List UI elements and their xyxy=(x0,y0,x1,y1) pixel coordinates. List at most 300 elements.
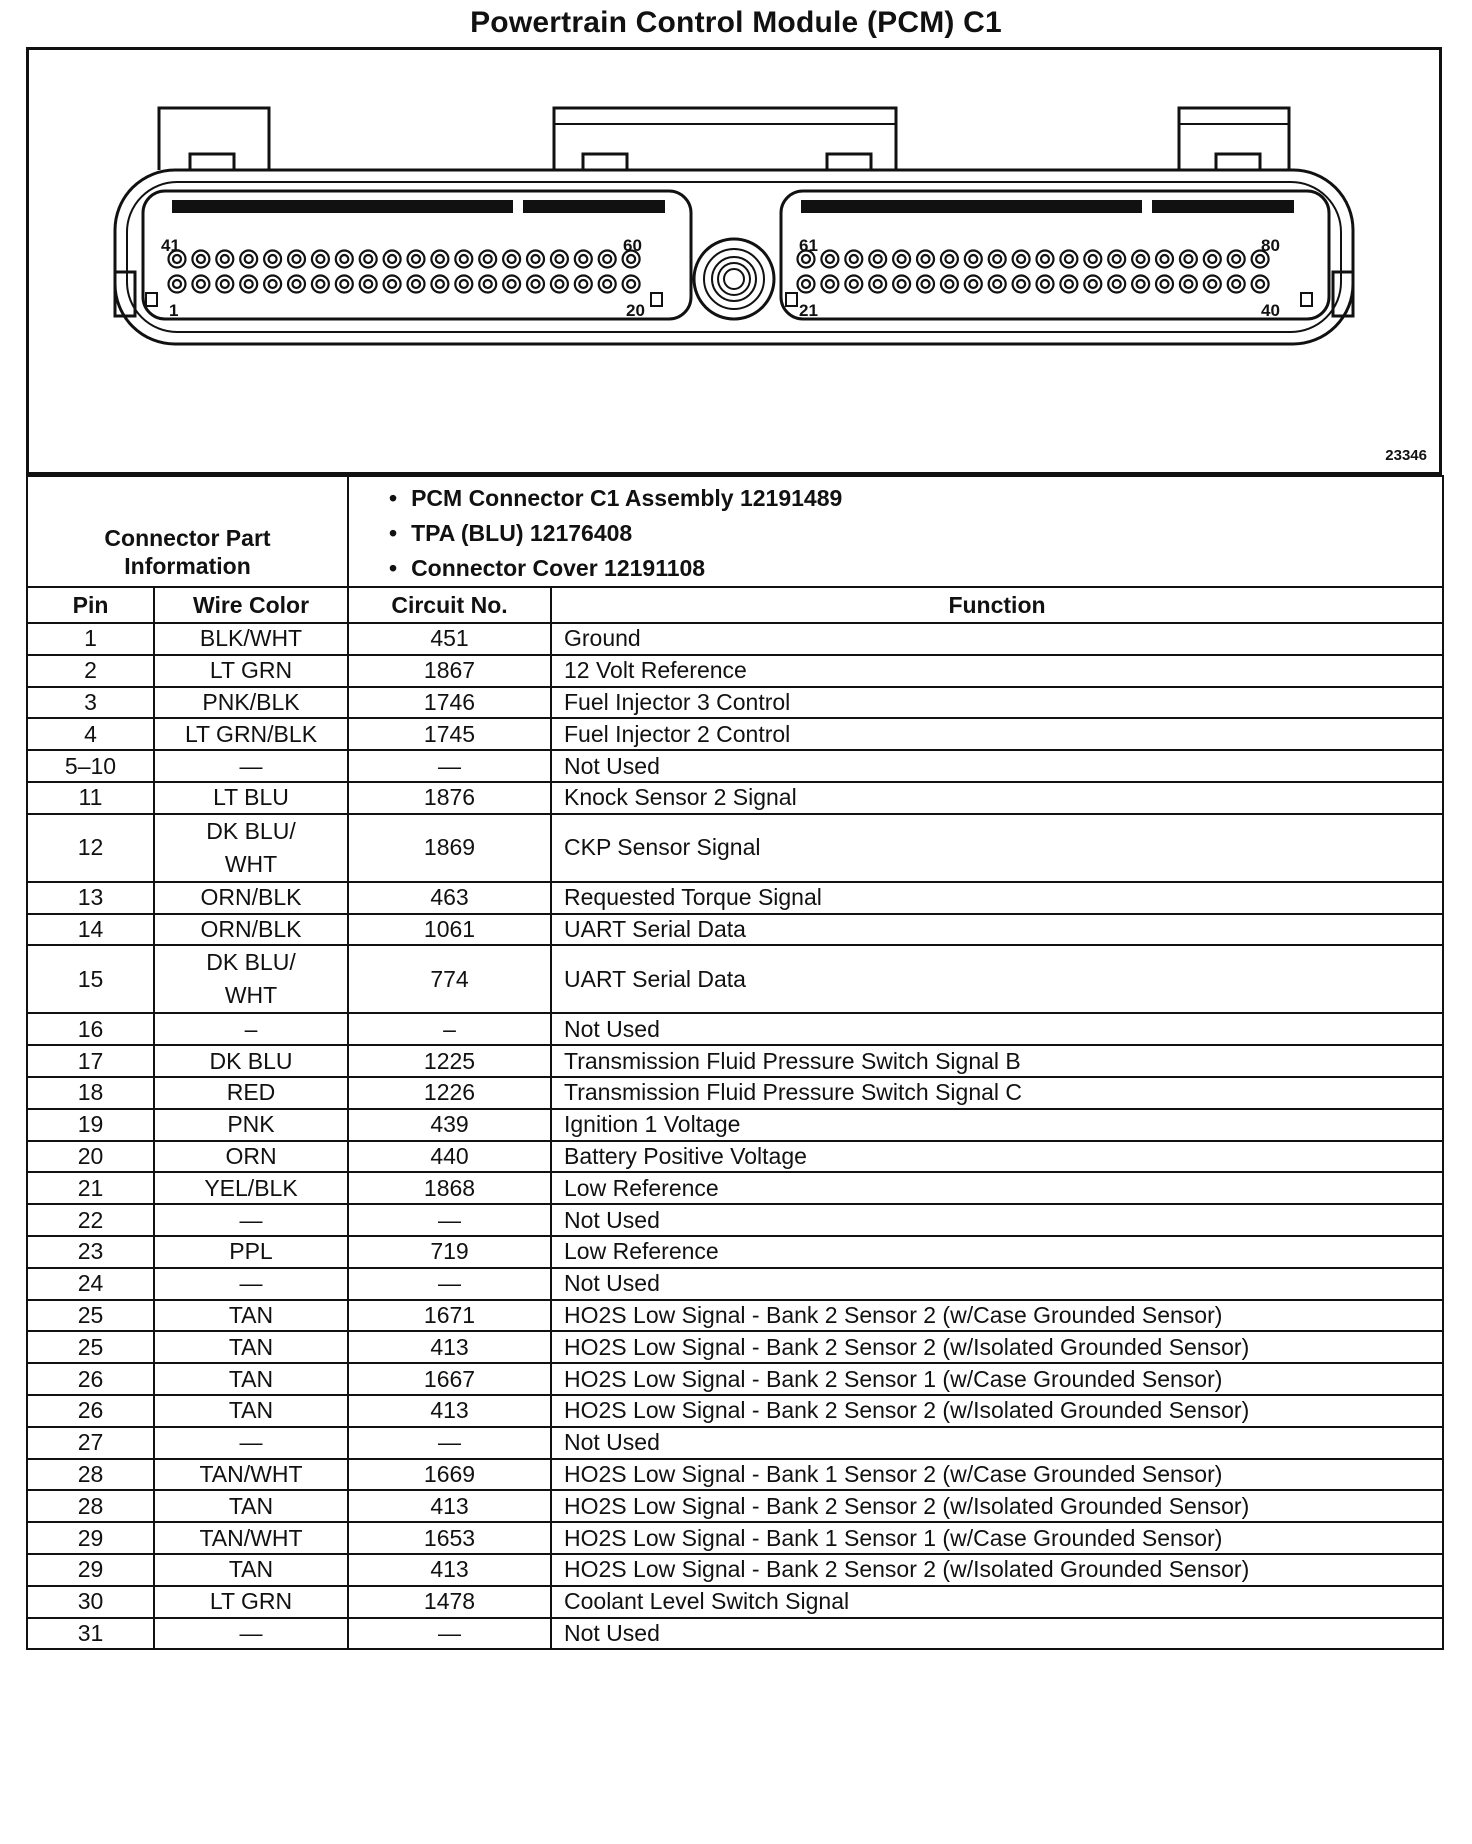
function-cell: HO2S Low Signal - Bank 1 Sensor 2 (w/Case Grounded Sensor) xyxy=(551,1459,1443,1491)
pin-label-80: 80 xyxy=(1261,236,1280,255)
table-row xyxy=(27,1172,1443,1204)
pin-cell: 2 xyxy=(27,655,154,687)
pin-hole xyxy=(821,276,838,293)
pin-hole xyxy=(893,276,910,293)
table-row xyxy=(27,1013,1443,1045)
pin-cell: 14 xyxy=(27,914,154,946)
pin-hole xyxy=(216,251,233,268)
page-title: Powertrain Control Module (PCM) C1 xyxy=(470,6,1002,39)
pin-hole-inner xyxy=(555,280,563,288)
pin-hole-inner xyxy=(1256,280,1264,288)
header-circuit-no: Circuit No. xyxy=(348,587,551,623)
pin-hole xyxy=(216,276,233,293)
pin-label-61: 61 xyxy=(799,236,818,255)
pin-hole-inner xyxy=(508,255,516,263)
circuit-cell: 1225 xyxy=(348,1045,551,1077)
wire-color-cell: — xyxy=(154,1204,348,1236)
pin-hole-inner xyxy=(221,255,229,263)
pin-hole-inner xyxy=(364,255,372,263)
function-cell: HO2S Low Signal - Bank 2 Sensor 1 (w/Case Grounded Sensor) xyxy=(551,1363,1443,1395)
pin-cell: 15 xyxy=(27,945,154,1013)
pin-hole xyxy=(1228,276,1245,293)
pin-hole xyxy=(1180,276,1197,293)
pin-hole-inner xyxy=(484,280,492,288)
circuit-cell: 439 xyxy=(348,1109,551,1141)
circuit-cell: 719 xyxy=(348,1236,551,1268)
pin-hole xyxy=(479,251,496,268)
table-row xyxy=(27,623,1443,655)
connector-info-item: • Connector Cover 12191108 xyxy=(349,551,1442,586)
pin-hole xyxy=(1132,251,1149,268)
circuit-cell: — xyxy=(348,1204,551,1236)
circuit-cell: – xyxy=(348,1013,551,1045)
pin-hole-inner xyxy=(1041,255,1049,263)
pin-cell: 26 xyxy=(27,1395,154,1427)
wire-color-cell: RED xyxy=(154,1077,348,1109)
pin-hole-inner xyxy=(316,255,324,263)
wire-color-cell: TAN xyxy=(154,1395,348,1427)
pin-hole-inner xyxy=(245,280,253,288)
connector-info-label: Connector Part Information xyxy=(27,476,348,587)
pin-hole-inner xyxy=(1017,255,1025,263)
pin-hole-inner xyxy=(945,255,953,263)
circuit-cell: 1868 xyxy=(348,1172,551,1204)
pin-hole xyxy=(965,251,982,268)
pin-hole xyxy=(869,251,886,268)
function-cell: Fuel Injector 3 Control xyxy=(551,687,1443,719)
pin-hole-inner xyxy=(826,280,834,288)
pin-hole xyxy=(360,276,377,293)
pin-cell: 31 xyxy=(27,1618,154,1650)
wire-color-cell: — xyxy=(154,1427,348,1459)
function-cell: Coolant Level Switch Signal xyxy=(551,1586,1443,1618)
function-cell: Not Used xyxy=(551,750,1443,782)
pin-hole xyxy=(1060,276,1077,293)
figure-number: 23346 xyxy=(1385,447,1427,464)
pin-hole-inner xyxy=(1041,280,1049,288)
pin-hole xyxy=(893,251,910,268)
function-cell: HO2S Low Signal - Bank 1 Sensor 1 (w/Case Grounded Sensor) xyxy=(551,1522,1443,1554)
table-header-row xyxy=(27,587,1443,623)
pin-cell: 17 xyxy=(27,1045,154,1077)
pin-hole-inner xyxy=(532,280,540,288)
pin-hole-inner xyxy=(898,255,906,263)
pin-hole-inner xyxy=(364,280,372,288)
circuit-cell: 1669 xyxy=(348,1459,551,1491)
circuit-cell: 1876 xyxy=(348,782,551,814)
pin-hole xyxy=(431,251,448,268)
pin-hole-inner xyxy=(1256,255,1264,263)
wire-color-cell: ORN/BLK xyxy=(154,882,348,914)
pin-hole xyxy=(1108,251,1125,268)
pin-hole-inner xyxy=(874,255,882,263)
pin-hole xyxy=(312,251,329,268)
pin-hole-inner xyxy=(969,280,977,288)
wire-color-cell: TAN xyxy=(154,1554,348,1586)
pin-hole-inner xyxy=(436,255,444,263)
pin-hole xyxy=(1204,251,1221,268)
pin-hole-inner xyxy=(484,255,492,263)
function-cell: Knock Sensor 2 Signal xyxy=(551,782,1443,814)
table-row xyxy=(27,1331,1443,1363)
pin-hole-inner xyxy=(197,280,205,288)
pin-cell: 1 xyxy=(27,623,154,655)
pin-hole xyxy=(1108,276,1125,293)
pin-hole-inner xyxy=(1065,255,1073,263)
pin-hole-inner xyxy=(412,255,420,263)
function-cell: Battery Positive Voltage xyxy=(551,1141,1443,1173)
pin-hole-inner xyxy=(945,280,953,288)
pin-hole xyxy=(821,251,838,268)
pin-hole xyxy=(1013,276,1030,293)
pin-cell: 28 xyxy=(27,1490,154,1522)
pin-cell: 24 xyxy=(27,1268,154,1300)
pin-hole xyxy=(192,251,209,268)
pin-hole-inner xyxy=(388,255,396,263)
pin-hole-inner xyxy=(627,280,635,288)
circuit-cell: 1746 xyxy=(348,687,551,719)
pin-cell: 25 xyxy=(27,1300,154,1332)
pin-hole xyxy=(288,276,305,293)
pin-hole xyxy=(1084,251,1101,268)
pin-hole xyxy=(599,251,616,268)
table-row xyxy=(27,1427,1443,1459)
pin-hole xyxy=(360,251,377,268)
pin-cell: 25 xyxy=(27,1331,154,1363)
pin-hole xyxy=(240,276,257,293)
pin-hole-inner xyxy=(922,255,930,263)
circuit-cell: 1745 xyxy=(348,718,551,750)
pin-hole-inner xyxy=(412,280,420,288)
pin-hole-inner xyxy=(579,255,587,263)
table-row xyxy=(27,1204,1443,1236)
circuit-cell: 413 xyxy=(348,1395,551,1427)
circuit-cell: 1869 xyxy=(348,814,551,882)
circuit-cell: 1667 xyxy=(348,1363,551,1395)
connector-info-row xyxy=(27,476,1443,587)
pin-cell: 3 xyxy=(27,687,154,719)
table-row xyxy=(27,1586,1443,1618)
pin-hole xyxy=(1180,251,1197,268)
table-row xyxy=(27,882,1443,914)
function-cell: Not Used xyxy=(551,1427,1443,1459)
circuit-cell: 774 xyxy=(348,945,551,1013)
pin-hole xyxy=(527,276,544,293)
wire-color-cell: — xyxy=(154,1268,348,1300)
function-cell: UART Serial Data xyxy=(551,914,1443,946)
pin-cell: 28 xyxy=(27,1459,154,1491)
pin-hole-inner xyxy=(922,280,930,288)
table-row xyxy=(27,718,1443,750)
pin-hole xyxy=(431,276,448,293)
pin-hole xyxy=(503,276,520,293)
circuit-cell: 1061 xyxy=(348,914,551,946)
wire-color-cell: BLK/WHT xyxy=(154,623,348,655)
pin-hole xyxy=(845,276,862,293)
pin-hole-inner xyxy=(603,255,611,263)
wire-color-cell: TAN xyxy=(154,1331,348,1363)
pin-hole xyxy=(336,251,353,268)
function-cell: Requested Torque Signal xyxy=(551,882,1443,914)
function-cell: Not Used xyxy=(551,1013,1443,1045)
pin-hole-inner xyxy=(1232,280,1240,288)
pin-hole-inner xyxy=(802,280,810,288)
pin-cell: 21 xyxy=(27,1172,154,1204)
pin-hole xyxy=(527,251,544,268)
pin-hole xyxy=(917,276,934,293)
wire-color-cell: TAN/WHT xyxy=(154,1522,348,1554)
pin-hole-inner xyxy=(627,255,635,263)
header-wire-color: Wire Color xyxy=(154,587,348,623)
wire-color-cell: — xyxy=(154,750,348,782)
circuit-cell: — xyxy=(348,1427,551,1459)
connector-diagram xyxy=(26,47,1442,475)
pin-cell: 30 xyxy=(27,1586,154,1618)
circuit-cell: 451 xyxy=(348,623,551,655)
pin-hole xyxy=(989,276,1006,293)
circuit-cell: 463 xyxy=(348,882,551,914)
function-cell: Transmission Fluid Pressure Switch Signal B xyxy=(551,1045,1443,1077)
pin-hole-inner xyxy=(460,255,468,263)
pin-cell: 16 xyxy=(27,1013,154,1045)
pin-hole xyxy=(240,251,257,268)
pin-hole-inner xyxy=(993,280,1001,288)
table-row xyxy=(27,1141,1443,1173)
table-row xyxy=(27,1554,1443,1586)
pin-hole-inner xyxy=(197,255,205,263)
pin-hole xyxy=(1204,276,1221,293)
pin-hole-inner xyxy=(555,255,563,263)
pin-cell: 11 xyxy=(27,782,154,814)
pin-cell: 26 xyxy=(27,1363,154,1395)
function-cell: UART Serial Data xyxy=(551,945,1443,1013)
function-cell: Not Used xyxy=(551,1618,1443,1650)
table-row xyxy=(27,1045,1443,1077)
function-cell: Transmission Fluid Pressure Switch Signal C xyxy=(551,1077,1443,1109)
pin-hole-inner xyxy=(340,280,348,288)
pin-hole-inner xyxy=(340,255,348,263)
circuit-cell: 1653 xyxy=(348,1522,551,1554)
wire-color-cell: TAN xyxy=(154,1300,348,1332)
pin-hole xyxy=(169,276,186,293)
pin-hole xyxy=(1156,251,1173,268)
pin-cell: 27 xyxy=(27,1427,154,1459)
pin-hole-inner xyxy=(1208,280,1216,288)
table-row xyxy=(27,814,1443,882)
wire-color-cell: DK BLU xyxy=(154,1045,348,1077)
pin-hole xyxy=(917,251,934,268)
wire-color-cell: PNK/BLK xyxy=(154,687,348,719)
connector-info-item: • TPA (BLU) 12176408 xyxy=(349,516,1442,551)
pin-hole xyxy=(1013,251,1030,268)
table-row xyxy=(27,655,1443,687)
function-cell: Ground xyxy=(551,623,1443,655)
function-cell: HO2S Low Signal - Bank 2 Sensor 2 (w/Isolated Grounded Sensor) xyxy=(551,1554,1443,1586)
pin-hole xyxy=(941,251,958,268)
table-row xyxy=(27,1077,1443,1109)
function-cell: HO2S Low Signal - Bank 2 Sensor 2 (w/Isolated Grounded Sensor) xyxy=(551,1331,1443,1363)
wire-color-cell: DK BLU/ WHT xyxy=(154,945,348,1013)
wire-color-cell: LT BLU xyxy=(154,782,348,814)
function-cell: Ignition 1 Voltage xyxy=(551,1109,1443,1141)
pin-hole-inner xyxy=(532,255,540,263)
pin-hole-inner xyxy=(1065,280,1073,288)
table-row xyxy=(27,1490,1443,1522)
pin-hole xyxy=(455,251,472,268)
table-row xyxy=(27,1459,1443,1491)
pin-hole xyxy=(312,276,329,293)
pin-hole xyxy=(384,276,401,293)
table-row xyxy=(27,750,1443,782)
pin-hole-inner xyxy=(245,255,253,263)
function-cell: CKP Sensor Signal xyxy=(551,814,1443,882)
pin-hole xyxy=(989,251,1006,268)
pin-hole xyxy=(869,276,886,293)
pin-cell: 18 xyxy=(27,1077,154,1109)
pin-hole xyxy=(1037,251,1054,268)
pin-hole xyxy=(798,276,815,293)
pin-hole xyxy=(551,251,568,268)
pin-hole xyxy=(264,251,281,268)
connector-info-item: • PCM Connector C1 Assembly 12191489 xyxy=(349,481,1442,516)
wire-color-cell: ORN/BLK xyxy=(154,914,348,946)
pin-hole xyxy=(845,251,862,268)
pin-hole-inner xyxy=(1184,280,1192,288)
pin-hole-inner xyxy=(850,255,858,263)
circuit-cell: — xyxy=(348,1618,551,1650)
pin-cell: 12 xyxy=(27,814,154,882)
circuit-cell: 413 xyxy=(348,1490,551,1522)
pin-label-60: 60 xyxy=(623,236,642,255)
wire-color-cell: PPL xyxy=(154,1236,348,1268)
pin-hole-inner xyxy=(173,255,181,263)
pin-hole-inner xyxy=(603,280,611,288)
pin-hole-inner xyxy=(316,280,324,288)
pin-label-1: 1 xyxy=(169,301,179,320)
pin-hole-inner xyxy=(993,255,1001,263)
pin-hole-inner xyxy=(874,280,882,288)
table-row xyxy=(27,1395,1443,1427)
wire-color-cell: LT GRN xyxy=(154,655,348,687)
table-row xyxy=(27,914,1443,946)
pin-table xyxy=(26,475,1444,1650)
pin-hole-inner xyxy=(221,280,229,288)
pin-hole xyxy=(623,276,640,293)
circuit-cell: 1671 xyxy=(348,1300,551,1332)
wire-color-cell: TAN xyxy=(154,1363,348,1395)
wire-color-cell: ORN xyxy=(154,1141,348,1173)
function-cell: Not Used xyxy=(551,1204,1443,1236)
pin-hole-inner xyxy=(579,280,587,288)
function-cell: 12 Volt Reference xyxy=(551,655,1443,687)
pin-hole-inner xyxy=(269,280,277,288)
pin-cell: 20 xyxy=(27,1141,154,1173)
pin-hole-inner xyxy=(826,255,834,263)
pin-label-41: 41 xyxy=(161,236,180,255)
pin-hole xyxy=(551,276,568,293)
pin-hole-inner xyxy=(388,280,396,288)
table-row xyxy=(27,1522,1443,1554)
pin-hole xyxy=(599,276,616,293)
pin-hole xyxy=(965,276,982,293)
pin-hole xyxy=(1252,276,1269,293)
table-row xyxy=(27,782,1443,814)
pin-hole xyxy=(408,251,425,268)
function-cell: Low Reference xyxy=(551,1236,1443,1268)
function-cell: HO2S Low Signal - Bank 2 Sensor 2 (w/Isolated Grounded Sensor) xyxy=(551,1490,1443,1522)
pin-hole-inner xyxy=(1017,280,1025,288)
pin-label-40: 40 xyxy=(1261,301,1280,320)
circuit-cell: — xyxy=(348,750,551,782)
connector-info-list xyxy=(348,476,1443,587)
pin-hole-inner xyxy=(1161,280,1169,288)
pin-hole-inner xyxy=(436,280,444,288)
header-pin: Pin xyxy=(27,587,154,623)
pin-hole xyxy=(1037,276,1054,293)
pin-cell: 5–10 xyxy=(27,750,154,782)
pin-hole-inner xyxy=(1232,255,1240,263)
pin-hole-inner xyxy=(1137,255,1145,263)
wire-color-cell: YEL/BLK xyxy=(154,1172,348,1204)
header-function: Function xyxy=(551,587,1443,623)
pin-hole xyxy=(1132,276,1149,293)
connector-illustration xyxy=(29,50,1439,472)
pin-hole-inner xyxy=(173,280,181,288)
pin-hole xyxy=(455,276,472,293)
circuit-cell: — xyxy=(348,1268,551,1300)
pin-hole-inner xyxy=(269,255,277,263)
wire-color-cell: PNK xyxy=(154,1109,348,1141)
pin-hole-inner xyxy=(1113,255,1121,263)
pin-hole-inner xyxy=(460,280,468,288)
pin-hole xyxy=(384,251,401,268)
wire-color-cell: TAN/WHT xyxy=(154,1459,348,1491)
wire-color-cell: LT GRN xyxy=(154,1586,348,1618)
wire-color-cell: – xyxy=(154,1013,348,1045)
pin-hole xyxy=(336,276,353,293)
table-row xyxy=(27,1618,1443,1650)
table-row xyxy=(27,687,1443,719)
pin-cell: 19 xyxy=(27,1109,154,1141)
table-row xyxy=(27,945,1443,1013)
function-cell: HO2S Low Signal - Bank 2 Sensor 2 (w/Isolated Grounded Sensor) xyxy=(551,1395,1443,1427)
function-cell: Not Used xyxy=(551,1268,1443,1300)
pin-hole-inner xyxy=(1113,280,1121,288)
circuit-cell: 1478 xyxy=(348,1586,551,1618)
pin-hole xyxy=(941,276,958,293)
table-row xyxy=(27,1300,1443,1332)
table-row xyxy=(27,1268,1443,1300)
pin-hole-inner xyxy=(898,280,906,288)
pin-label-21: 21 xyxy=(799,301,818,320)
pin-hole-inner xyxy=(293,280,301,288)
pin-cell: 29 xyxy=(27,1554,154,1586)
table-row xyxy=(27,1236,1443,1268)
pin-cell: 13 xyxy=(27,882,154,914)
pin-hole-inner xyxy=(1089,280,1097,288)
pin-hole-inner xyxy=(293,255,301,263)
pin-hole xyxy=(575,251,592,268)
table-row xyxy=(27,1363,1443,1395)
pin-hole-inner xyxy=(802,255,810,263)
pin-cell: 23 xyxy=(27,1236,154,1268)
pin-hole xyxy=(1156,276,1173,293)
pin-hole xyxy=(408,276,425,293)
pin-hole xyxy=(264,276,281,293)
table-row xyxy=(27,1109,1443,1141)
circuit-cell: 1867 xyxy=(348,655,551,687)
pin-label-20: 20 xyxy=(626,301,645,320)
